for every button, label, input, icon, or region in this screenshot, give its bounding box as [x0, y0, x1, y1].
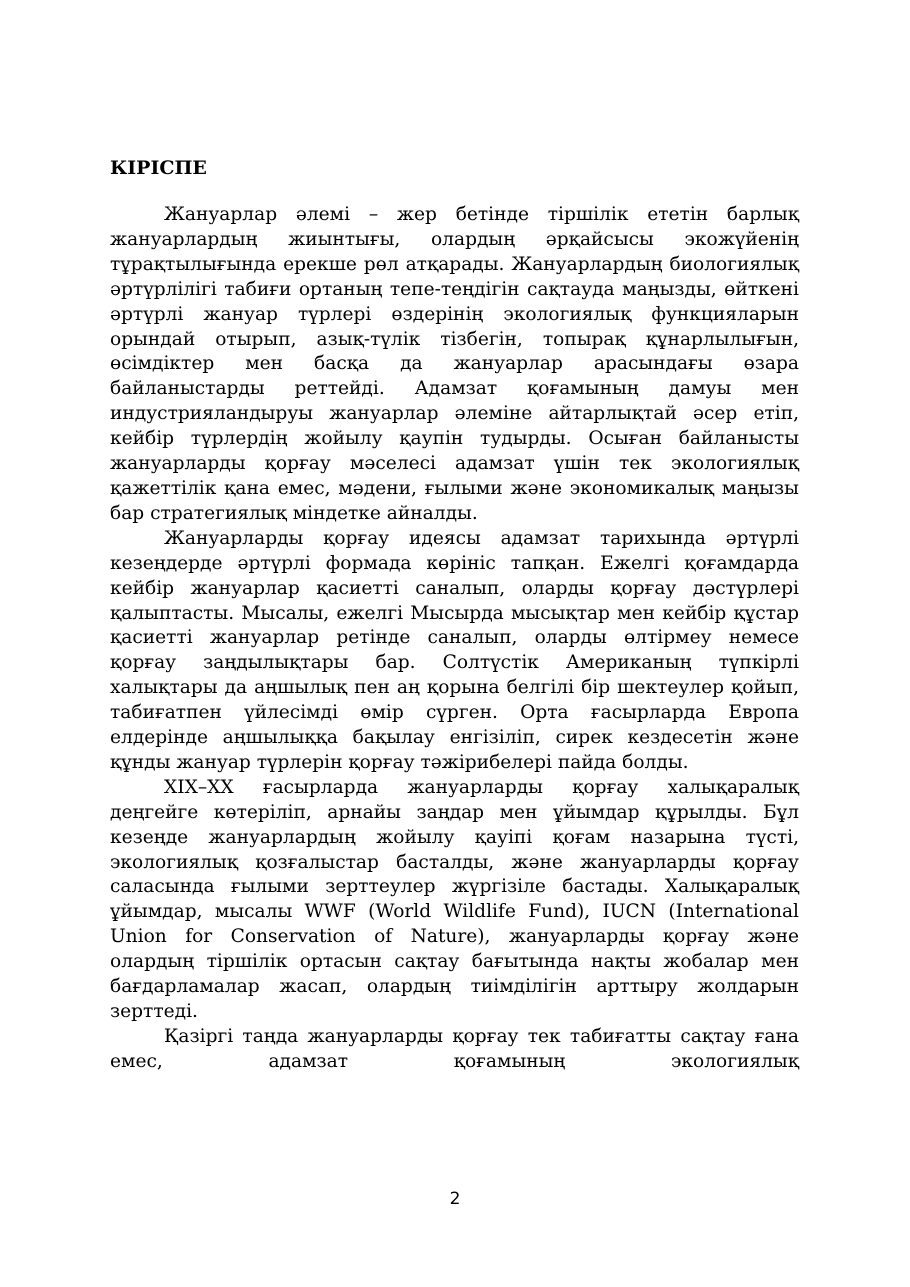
body-text	[110, 203, 799, 1075]
page-number: 2	[449, 1189, 461, 1209]
paragraph: Қазіргі таңда жануарларды қорғау тек табиғатты сақтау ғана емес, адамзат қоғамының экологиялық	[110, 1025, 799, 1072]
paragraph: Жануарлар әлемі – жер бетінде тіршілік ететін барлық жануарлардың жиынтығы, олардың әрқайсысы экожүйенің тұрақтылығында ерекше рөл атқарады. Жануарлардың биологиялық әртүрлілігі табиғи ортаның тепе-теңдігін сақтауда маңызды, өйткені әртүрлі жануар түрлері өздерінің экологиялық функцияларын орындай отырып, азық-түлік тізбегін, топырақ құнарлылығын, өсімдіктер мен басқа да жануарлар арасындағы өзара байланыстарды реттейді. Адамзат қоғамының дамуы мен индустрияландыруы жануарлар әлеміне айтарлықтай әсер етіп, кейбір түрлердің жойылу қаупін тудырды. Осыған байланысты жануарларды қорғау мәселесі адамзат үшін тек экологиялық қажеттілік қана емес, мәдени, ғылыми және экономикалық маңызы бар стратегиялық міндетке айналды.	[110, 204, 799, 524]
paragraph: XIX–XX ғасырларда жануарларды қорғау халықаралық деңгейге көтеріліп, арнайы заңдар мен ұйымдар құрылды. Бұл кезеңде жануарлардың жойылу қауіпі қоғам назарына түсті, экологиялық қозғалыстар басталды, және жануарларды қорғау саласында ғылыми зерттеулер жүргізіле бастады. Халықаралық ұйымдар, мысалы WWF (World Wildlife Fund), IUCN (International Union for Conservation of Nature), жануарларды қорғау және олардың тіршілік ортасын сақтау бағытында нақты жобалар мен бағдарламалар жасап, олардың тиімділігін арттыру жолдарын зерттеді.	[110, 776, 799, 1022]
section-heading: КІРІСПЕ	[110, 157, 207, 179]
paragraph: Жануарларды қорғау идеясы адамзат тарихында әртүрлі кезеңдерде әртүрлі формада көрініс тапқан. Ежелгі қоғамдарда кейбір жануарлар қасиетті саналып, оларды қорғау дәстүрлері қалыптасты. Мысалы, ежелгі Мысырда мысықтар мен кейбір құстар қасиетті жануарлар ретінде саналып, оларды өлтірмеу немесе қорғау заңдылықтары бар. Солтүстік Американың түпкірлі халықтары да аңшылық пен аң қорына белгілі бір шектеулер қойып, табиғатпен үйлесімді өмір сүрген. Орта ғасырларда Европа елдерінде аңшылыққа бақылау енгізіліп, сирек кездесетін және құнды жануар түрлерін қорғау тәжірибелері пайда болды.	[110, 527, 799, 773]
